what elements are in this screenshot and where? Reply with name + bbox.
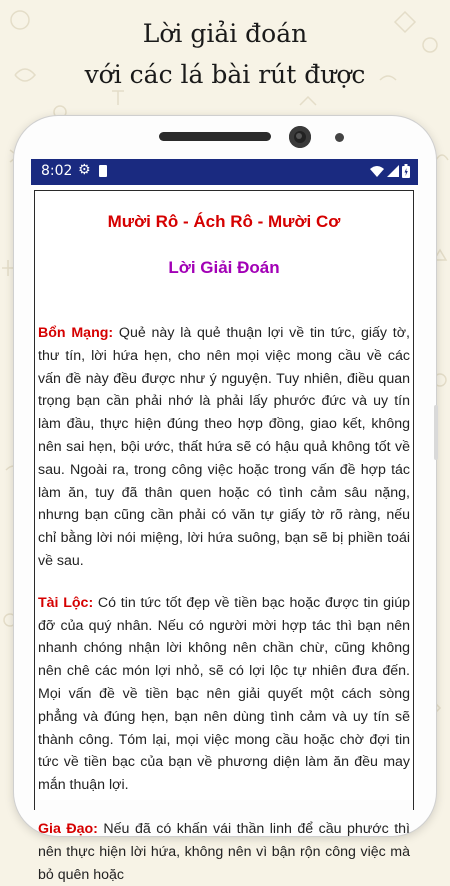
promo-title-line-1: Lời giải đoán xyxy=(142,19,308,48)
section-bon-mang xyxy=(38,322,410,573)
gear-icon: ⚙ xyxy=(78,162,91,178)
section-label: Bổn Mạng: xyxy=(38,325,114,341)
wifi-icon xyxy=(370,165,384,177)
phone-sensor xyxy=(335,133,344,142)
reading-subtitle: Lời Giải Đoán xyxy=(168,258,280,277)
status-time: 8:02 xyxy=(41,163,73,179)
section-gia-dao xyxy=(38,818,410,886)
phone-screen xyxy=(31,159,418,883)
section-text: Có tin tức tốt đẹp về tiền bạc hoặc được tin giúp đỡ của quý nhân. Nếu có người mời hợp tác thì bạn nên nhanh chóng nhận lời không nên chần chừ, cũng không nên chê các món lợi nhỏ, sẽ có lợi lộc tự nhiên đưa đến. Mọi vấn đề về tiền bạc nên giải quyết một cách sòng phẳng và đúng hẹn, bạn nên dùng tình cảm và uy tín sẽ thành công. Tóm lại, mọi việc mong cầu hoặc chờ đợi tin tức về tiền bạc của bạn về phương diện làm ăn đều may mắn thuận lợi. xyxy=(38,594,410,794)
section-label: Tài Lộc: xyxy=(38,594,94,611)
section-tai-loc xyxy=(38,592,410,797)
section-label: Gia Đạo: xyxy=(38,820,98,837)
section-text: Nếu đã có khấn vái thần linh để cầu phước thì nên thực hiện lời hứa, không nên vì bận rộn công việc mà bỏ quên hoặc xyxy=(38,820,410,883)
phone-speaker xyxy=(159,132,271,141)
signal-icon xyxy=(387,165,399,177)
reading-title: Mười Rô - Ách Rô - Mười Cơ xyxy=(107,212,341,231)
sd-card-icon xyxy=(99,165,107,177)
phone-side-button xyxy=(434,405,438,460)
reading-content xyxy=(34,190,414,883)
phone-camera xyxy=(289,126,311,148)
status-right-icons xyxy=(370,164,410,178)
section-text: Quẻ này là quẻ thuận lợi về tin tức, giấy tờ, thư tín, lời hứa hẹn, cho nên mọi việc mong cầu về các vấn đề này đều được như ý nguyện. Tuy nhiên, điều quan trọng bạn cần phải nhớ là phải lấy phước đức và uy tín làm đầu, thực hiện đúng theo hợp đồng, giao kết, không nên sai hẹn, bội ước, thất hứa sẽ có hậu quả không tốt về sau. Ngoài ra, trong công việc hoặc trong vấn đề hợp tác làm ăn, tuy đã thân quen hoặc có tình cảm sâu nặng, nhưng bạn cũng cần phải có văn tự giấy tờ rõ ràng, nếu chỉ bằng lời nói miệng, lời hứa suông, bạn sẽ bị phiền toái về sau. xyxy=(38,325,410,569)
status-bar xyxy=(31,159,418,185)
battery-icon xyxy=(402,164,410,178)
promo-title-line-2: với các lá bài rút được xyxy=(84,60,366,89)
